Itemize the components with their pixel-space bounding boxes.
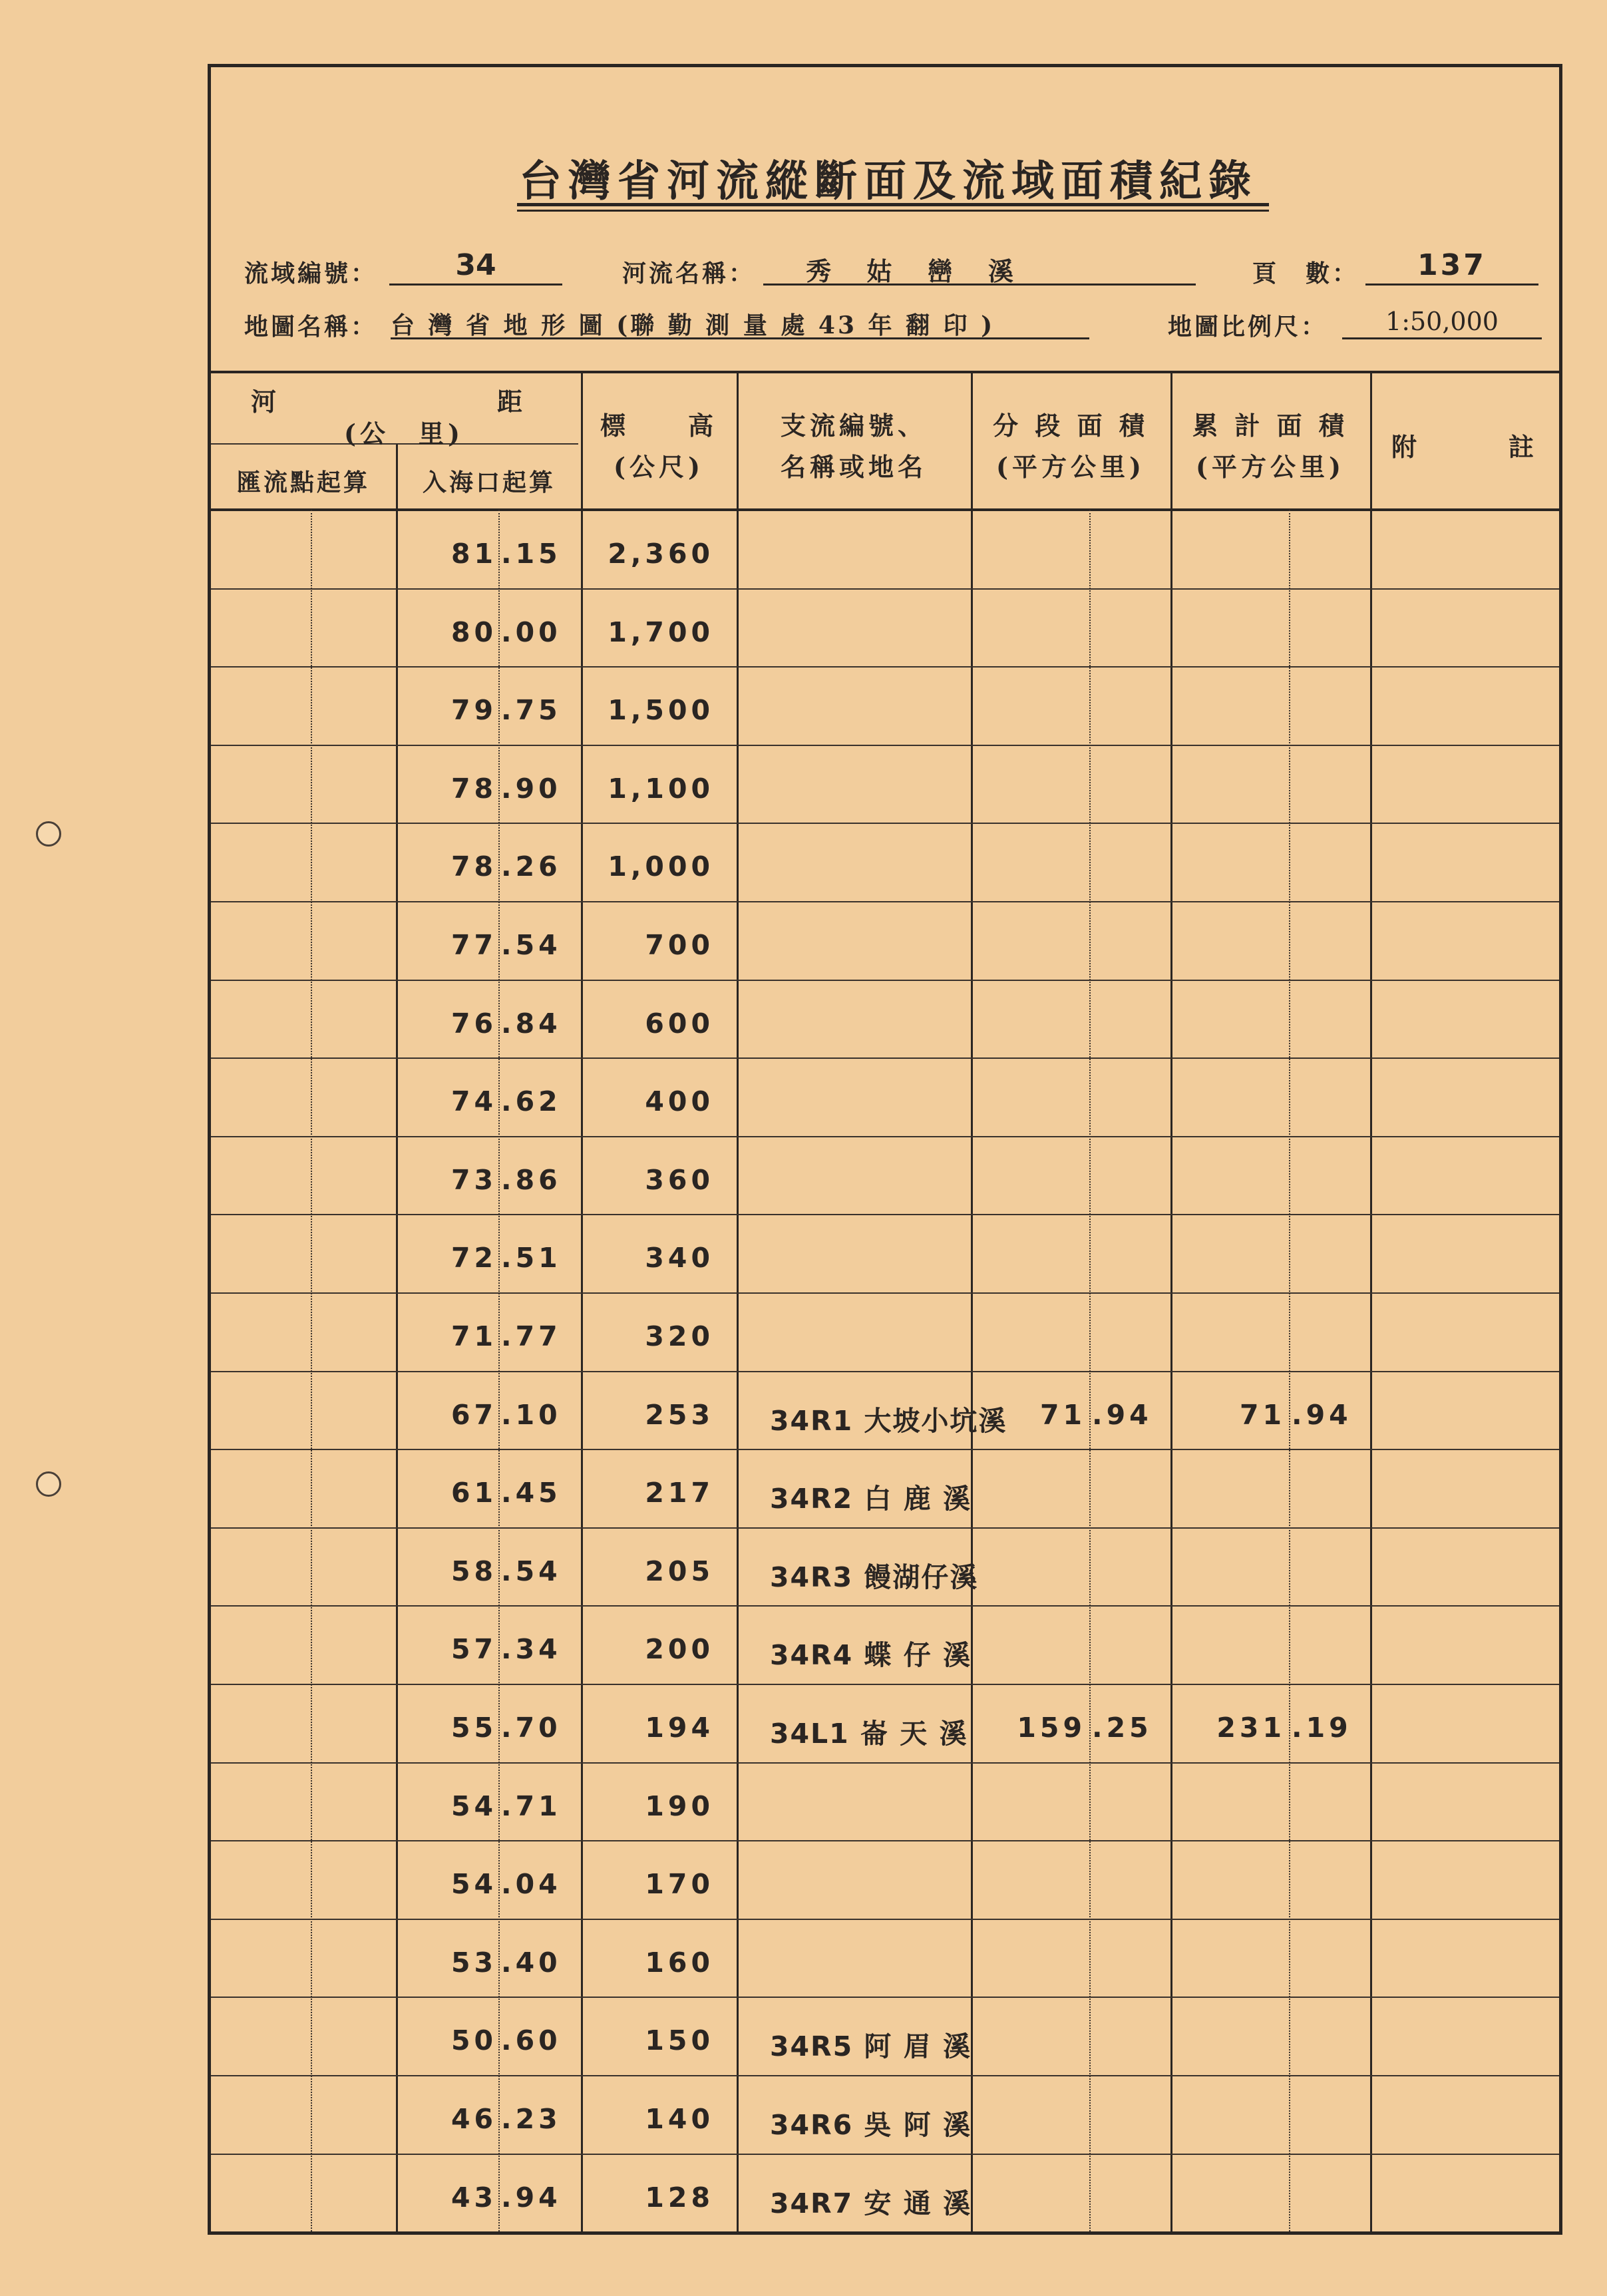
- river-km-int: 81: [450, 538, 497, 570]
- river-km-int: 43: [450, 2181, 497, 2213]
- elevation: 253: [645, 1398, 714, 1431]
- map-name-value: 台 灣 省 地 形 圖 (聯 勤 測 量 處 43 年 翻 印 ): [391, 311, 995, 339]
- cumulative-area-dec: .94: [1292, 1398, 1352, 1431]
- row-divider: [211, 745, 1559, 746]
- elevation: 190: [645, 1790, 714, 1822]
- section-area-dec: .94: [1092, 1398, 1153, 1431]
- row-divider: [211, 980, 1559, 981]
- tributary-name: 34R2 白 鹿 溪: [770, 1483, 972, 1515]
- river-km-int: 53: [450, 1946, 497, 1979]
- river-name-underline: [763, 284, 1196, 286]
- river-km-dec: .94: [501, 2181, 562, 2213]
- header-remarks: 附 註: [1391, 432, 1538, 462]
- col-line: [737, 371, 739, 2231]
- river-km-int: 76: [450, 1007, 497, 1040]
- row-divider: [211, 901, 1559, 902]
- river-km-int: 54: [450, 1790, 497, 1822]
- river-km-dec: .77: [501, 1320, 562, 1352]
- header-section-area-unit: (平方公里): [996, 452, 1145, 482]
- header-tributary-2: 名稱或地名: [780, 452, 927, 482]
- river-km-int: 58: [450, 1555, 497, 1587]
- basin-no-label: 流域編號：: [244, 260, 378, 287]
- river-km-int: 46: [450, 2103, 497, 2135]
- record-form: [208, 64, 1562, 2235]
- elevation: 1,500: [608, 694, 714, 727]
- elevation: 360: [645, 1163, 714, 1196]
- row-divider: [211, 1527, 1559, 1529]
- river-km-dec: .70: [501, 1712, 562, 1744]
- river-km-dec: .10: [501, 1398, 562, 1431]
- river-km-int: 78: [450, 851, 497, 883]
- elevation: 140: [645, 2103, 714, 2135]
- river-km-int: 50: [450, 2024, 497, 2057]
- river-km-dec: .04: [501, 1868, 562, 1901]
- header-river-dist-unit: (公 里): [344, 419, 464, 449]
- table-header-bottom-border: [211, 508, 1559, 511]
- elevation: 1,000: [608, 851, 714, 883]
- river-km-dec: .86: [501, 1163, 562, 1196]
- col-line: [1370, 371, 1372, 2231]
- elevation: 1,100: [608, 772, 714, 805]
- river-km-int: 57: [450, 1633, 497, 1666]
- cumulative-area-int: 71: [1239, 1398, 1286, 1431]
- row-divider: [211, 1136, 1559, 1137]
- elevation: 128: [645, 2181, 714, 2213]
- header-tributary-1: 支流編號、: [780, 411, 927, 441]
- row-divider: [211, 1371, 1559, 1372]
- row-divider: [211, 1762, 1559, 1764]
- river-km-dec: .54: [501, 929, 562, 961]
- tributary-name: 34R7 安 通 溪: [770, 2187, 972, 2219]
- river-km-dec: .62: [501, 1085, 562, 1118]
- row-divider: [211, 823, 1559, 824]
- row-divider: [211, 1840, 1559, 1841]
- header-cumulative-area-unit: (平方公里): [1196, 452, 1345, 482]
- page-no-underline: [1365, 284, 1538, 286]
- title-underline: [517, 203, 1269, 206]
- map-scale-value: 1:50,000: [1385, 307, 1499, 336]
- river-km-int: 79: [450, 694, 497, 727]
- row-divider: [211, 1919, 1559, 1920]
- river-km-dec: .26: [501, 851, 562, 883]
- basin-no-value: 34: [455, 248, 496, 282]
- river-km-dec: .40: [501, 1946, 562, 1979]
- river-km-dec: .71: [501, 1790, 562, 1822]
- river-km-dec: .45: [501, 1477, 562, 1509]
- cumulative-area-int: 231: [1216, 1712, 1286, 1744]
- basin-no-underline: [389, 284, 562, 286]
- river-km-dec: .34: [501, 1633, 562, 1666]
- river-km-dec: .51: [501, 1242, 562, 1274]
- tributary-name: 34R6 吳 阿 溪: [770, 2109, 972, 2141]
- section-area-int: 71: [1039, 1398, 1086, 1431]
- header-elevation-unit: (公尺): [614, 452, 704, 482]
- header-river-dist-left: 河: [251, 387, 281, 417]
- col-line: [971, 371, 973, 2231]
- map-name-label: 地圖名稱：: [244, 313, 378, 341]
- elevation: 205: [645, 1555, 714, 1587]
- river-km-dec: .90: [501, 772, 562, 805]
- map-name-underline: [391, 337, 1089, 339]
- elevation: 170: [645, 1868, 714, 1901]
- river-name-label: 河流名稱：: [622, 260, 756, 287]
- row-divider: [211, 1684, 1559, 1685]
- row-divider: [211, 1605, 1559, 1607]
- row-divider: [211, 1057, 1559, 1059]
- cumulative-area-dec: .19: [1292, 1712, 1352, 1744]
- tributary-name: 34R3 饅湖仔溪: [770, 1561, 979, 1593]
- river-km-dec: .75: [501, 694, 562, 727]
- river-km-int: 74: [450, 1085, 497, 1118]
- map-scale-label: 地圖比例尺：: [1168, 313, 1328, 341]
- elevation: 2,360: [608, 538, 714, 570]
- river-km-dec: .15: [501, 538, 562, 570]
- river-km-int: 61: [450, 1477, 497, 1509]
- river-km-int: 72: [450, 1242, 497, 1274]
- elevation: 160: [645, 1946, 714, 1979]
- row-divider: [211, 1214, 1559, 1215]
- col-line: [1170, 371, 1172, 2231]
- river-km-dec: .54: [501, 1555, 562, 1587]
- river-km-dec: .00: [501, 616, 562, 648]
- river-km-int: 71: [450, 1320, 497, 1352]
- tributary-name: 34R4 蝶 仔 溪: [770, 1639, 972, 1672]
- elevation: 400: [645, 1085, 714, 1118]
- river-name-value: 秀 姑 巒 溪: [806, 256, 1027, 286]
- river-km-dec: .84: [501, 1007, 562, 1040]
- row-divider: [211, 1292, 1559, 1294]
- header-section-area: 分 段 面 積: [993, 411, 1149, 441]
- elevation: 700: [645, 929, 714, 961]
- punch-hole-upper: [36, 821, 61, 847]
- elevation: 194: [645, 1712, 714, 1744]
- row-divider: [211, 666, 1559, 668]
- page-no-label: 頁 數：: [1252, 260, 1359, 287]
- elevation: 200: [645, 1633, 714, 1666]
- river-km-int: 73: [450, 1163, 497, 1196]
- header-from-mouth: 入海口起算: [422, 469, 556, 496]
- section-area-dec: .25: [1092, 1712, 1153, 1744]
- elevation: 600: [645, 1007, 714, 1040]
- header-cumulative-area: 累 計 面 積: [1192, 411, 1348, 441]
- river-km-int: 54: [450, 1868, 497, 1901]
- punch-hole-lower: [36, 1471, 61, 1497]
- row-divider: [211, 1449, 1559, 1450]
- elevation: 1,700: [608, 616, 714, 648]
- row-divider: [211, 1997, 1559, 1998]
- col-line: [396, 445, 398, 510]
- tributary-name: 34R1 大坡小坑溪: [770, 1404, 1007, 1437]
- table-bottom-border: [211, 2231, 1559, 2234]
- table-top-border: [211, 371, 1559, 373]
- elevation: 150: [645, 2024, 714, 2057]
- river-km-int: 55: [450, 1712, 497, 1744]
- elevation: 320: [645, 1320, 714, 1352]
- header-river-dist-right: 距: [497, 387, 527, 417]
- page-no-value: 137: [1417, 248, 1487, 282]
- river-km-int: 78: [450, 772, 497, 805]
- section-area-int: 159: [1017, 1712, 1086, 1744]
- elevation: 217: [645, 1477, 714, 1509]
- river-km-int: 77: [450, 929, 497, 961]
- header-from-confluence: 匯流點起算: [236, 469, 370, 496]
- river-km-dec: .23: [501, 2103, 562, 2135]
- form-title: 台灣省河流縱斷面及流域面積紀錄: [519, 156, 1258, 206]
- river-km-dec: .60: [501, 2024, 562, 2057]
- title-underline-thin: [517, 210, 1269, 212]
- river-km-int: 67: [450, 1398, 497, 1431]
- tributary-name: 34L1 崙 天 溪: [770, 1718, 968, 1750]
- row-divider: [211, 2075, 1559, 2076]
- header-elevation: 標 高: [600, 411, 717, 441]
- river-km-int: 80: [450, 616, 497, 648]
- elevation: 340: [645, 1242, 714, 1274]
- map-scale-underline: [1342, 337, 1542, 339]
- tributary-name: 34R5 阿 眉 溪: [770, 2030, 972, 2063]
- row-divider: [211, 2154, 1559, 2155]
- row-divider: [211, 588, 1559, 590]
